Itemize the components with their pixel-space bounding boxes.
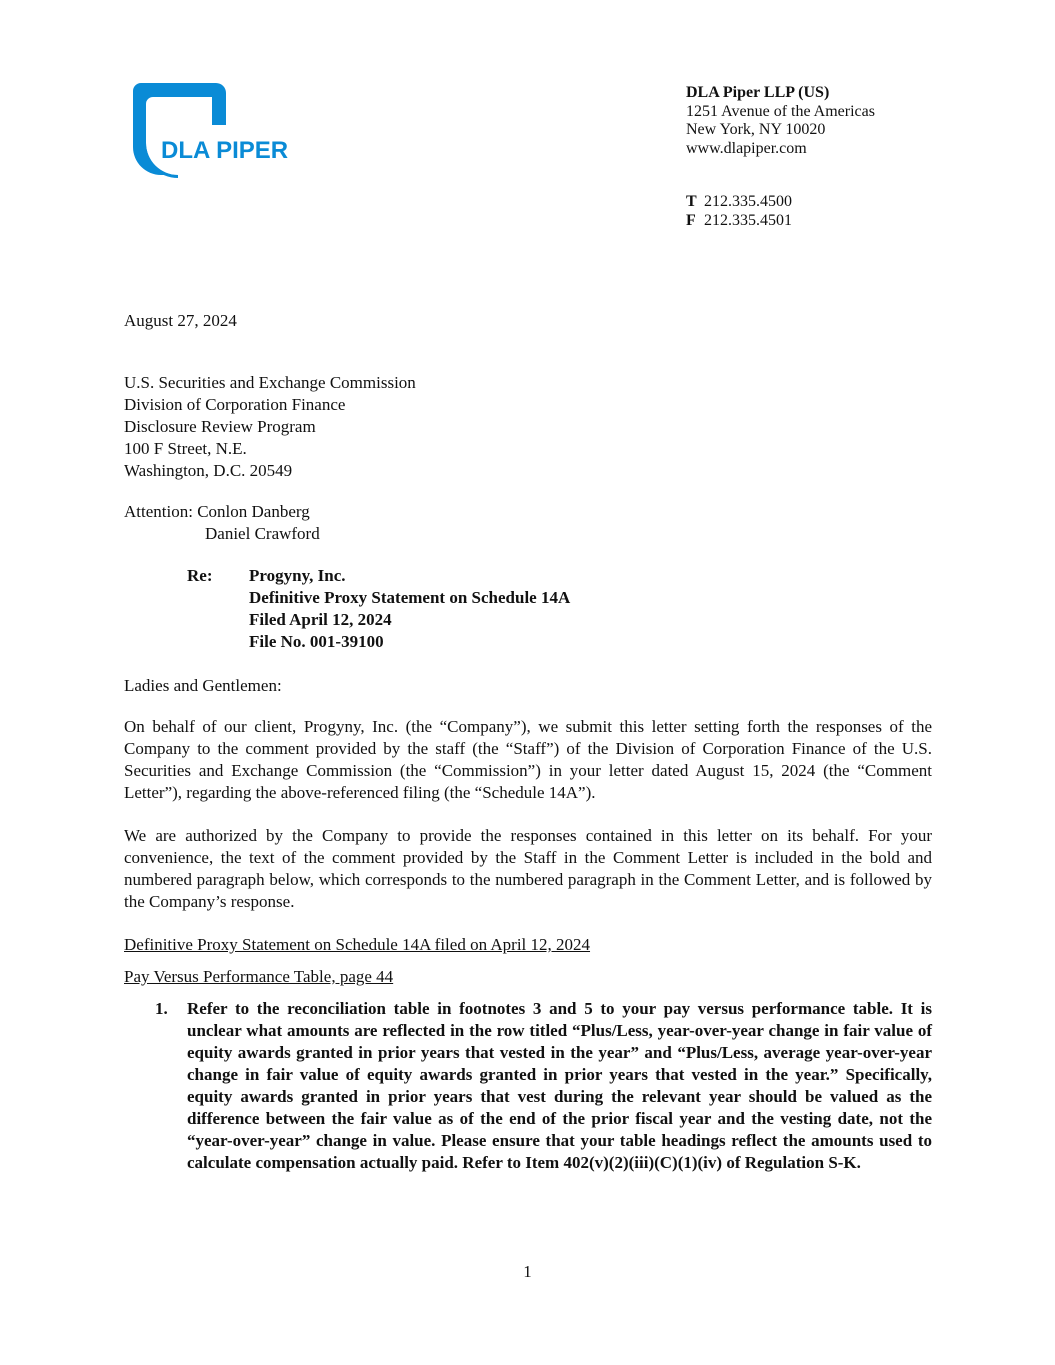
phone-row <box>686 193 1016 212</box>
phone-number: 212.335.4500 <box>704 193 792 210</box>
recipient-line: Disclosure Review Program <box>124 417 316 436</box>
body-paragraph: We are authorized by the Company to provide the responses contained in this letter on its behalf. For your convenience, the text of the comment provided by the Staff in the Comment Letter is included in the bold and numbered paragraph below, which corresponds to the numbered paragraph in the Comment Letter, and is followed by the Company’s response. <box>124 826 932 911</box>
fax-row <box>686 212 1016 231</box>
firm-address-line2: New York, NY 10020 <box>686 121 826 138</box>
recipient-line: 100 F Street, N.E. <box>124 439 247 458</box>
firm-website: www.dlapiper.com <box>686 139 807 157</box>
subject-line: File No. 001-39100 <box>249 632 384 651</box>
phone-label: T <box>686 193 697 210</box>
fax-number: 212.335.4501 <box>704 211 792 229</box>
salutation: Ladies and Gentlemen: <box>124 676 282 695</box>
letter-date: August 27, 2024 <box>124 311 237 330</box>
body-paragraph: On behalf of our client, Progyny, Inc. (the “Company”), we submit this letter setting forth the responses of the Company to the comment provided by the staff (the “Staff”) of the Division of Corporation Finance of the U.S. Securities and Exchange Commission (the “Commission”) in your letter dated August 15, 2024 (the “Comment Letter”), regarding the above-referenced filing (the “Schedule 14A”). <box>124 717 932 802</box>
firm-address-line1: 1251 Avenue of the Americas <box>686 102 875 120</box>
attention-line: Attention: Conlon Danberg <box>124 502 310 521</box>
subject-lines <box>249 565 769 653</box>
comment-number: 1. <box>155 999 168 1018</box>
comment-text: Refer to the reconciliation table in footnotes 3 and 5 to your pay versus performance table. It is unclear what amounts are reflected in the row titled “Plus/Less, year-over-year change in fair value of equity awards granted in prior years that vested in the year” and “Plus/Less, average year-over-year change in fair value of equity awards granted in prior years that vested in the year.” Specifically, equity awards granted in prior years that vest during the relevant year should be valued as the difference between the fair value as of the end of the prior fiscal year and the vesting date, not the “year-over-year” change in value. Please ensure that your table headings reflect the amounts used to calculate compensation actually paid. Refer to Item 402(v)(2)(iii)(C)(1)(iv) of Regulation S-K. <box>187 999 932 1172</box>
recipient-line: Division of Corporation Finance <box>124 395 346 414</box>
recipient-line: U.S. Securities and Exchange Commission <box>124 373 416 392</box>
firm-address-block <box>686 84 1016 158</box>
firm-contact-block <box>686 193 1016 230</box>
subject-line: Progyny, Inc. <box>249 566 346 585</box>
dla-piper-logo <box>133 83 293 178</box>
section-subheading: Pay Versus Performance Table, page 44 <box>124 967 394 986</box>
subject-line: Definitive Proxy Statement on Schedule 14A <box>249 588 571 607</box>
firm-name: DLA Piper LLP (US) <box>686 84 830 101</box>
logo-text: DLA PIPER <box>161 137 289 164</box>
recipient-address <box>124 372 724 482</box>
recipient-line: Washington, D.C. 20549 <box>124 461 293 480</box>
section-heading: Definitive Proxy Statement on Schedule 14A filed on April 12, 2024 <box>124 935 591 954</box>
re-label: Re: <box>187 566 213 585</box>
page-number: 1 <box>523 1262 532 1281</box>
attention-block <box>124 501 724 545</box>
subject-line: Filed April 12, 2024 <box>249 610 392 629</box>
attention-line: Daniel Crawford <box>205 524 320 543</box>
fax-label: F <box>686 211 696 229</box>
dla-piper-logo-mark <box>133 83 293 178</box>
